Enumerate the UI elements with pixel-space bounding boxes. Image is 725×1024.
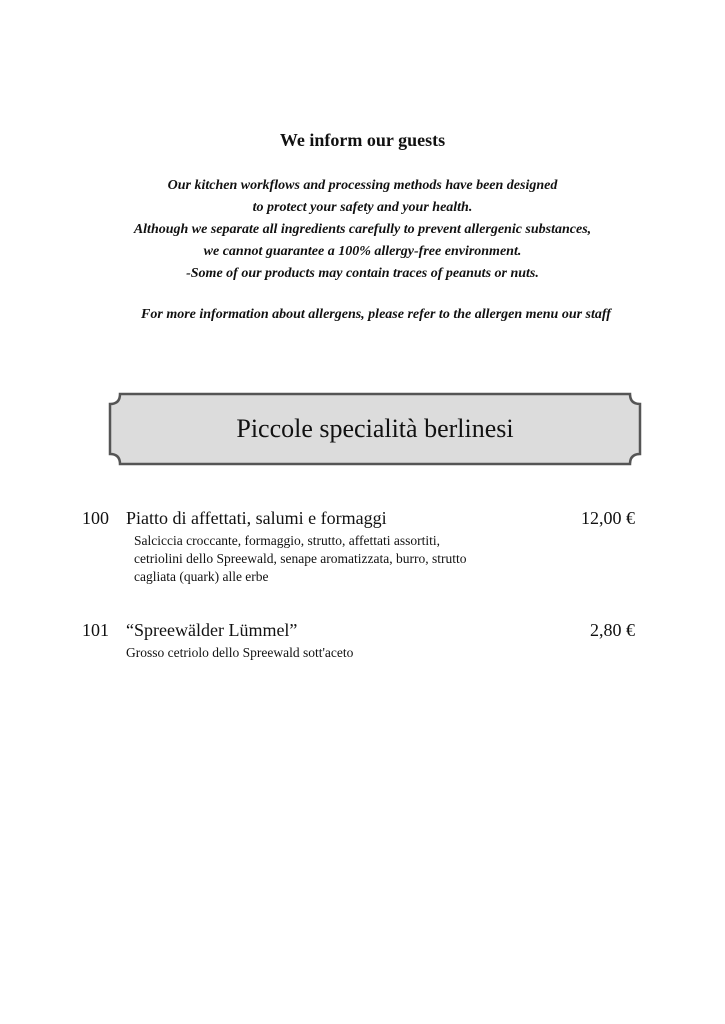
item-number: 101 [82,620,109,640]
item-description [134,532,467,586]
item-description [126,644,353,662]
item-price: 2,80 € [590,620,635,640]
item-number: 100 [82,508,109,528]
allergy-notice [0,175,725,285]
notice-title: We inform our guests [279,130,446,150]
description-line: Grosso cetriolo dello Spreewald sott'aceto [126,645,354,660]
section-banner [106,392,644,466]
description-line: cetriolini dello Spreewald, senape aromatizzata, burro, strutto [134,551,467,566]
notice-line: Our kitchen workflows and processing methods have been designed [167,178,558,193]
description-line: Salciccia croccante, formaggio, strutto, affettati assortiti, [134,533,441,548]
notice-line: Although we separate all ingredients carefully to prevent allergenic substances, [133,222,592,237]
notice-line: -Some of our products may contain traces of peanuts or nuts. [186,266,539,281]
description-line: cagliata (quark) alle erbe [134,569,269,584]
notice-line: to protect your safety and your health. [252,200,473,215]
notice-line: we cannot guarantee a 100% allergy-free environment. [203,244,522,259]
section-title: Piccole specialità berlinesi [236,414,514,443]
allergen-info-note: For more information about allergens, please refer to the allergen menu our staff [141,307,611,322]
item-name: Piatto di affettati, salumi e formaggi [126,508,387,528]
item-price: 12,00 € [581,508,635,528]
item-name: “Spreewälder Lümmel” [126,620,298,640]
